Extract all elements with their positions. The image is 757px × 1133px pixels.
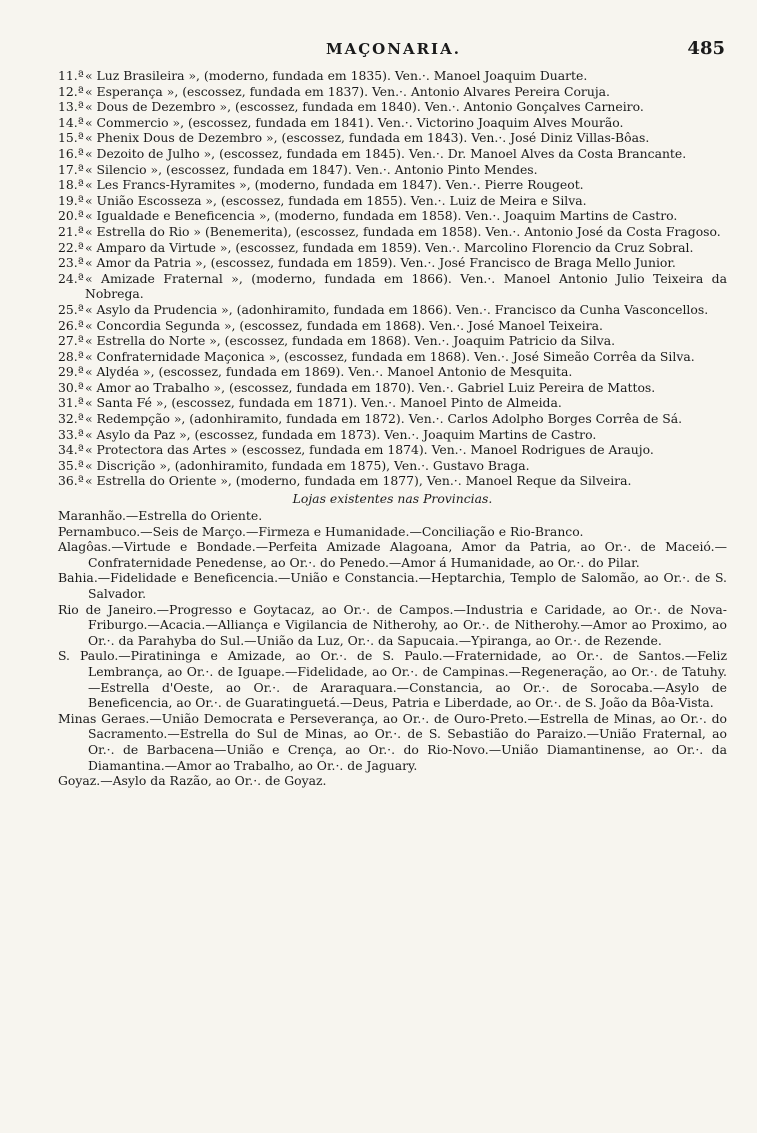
lodge-text: « Silencio », (escossez, fundada em 1847). Ven.·. Antonio Pinto Mendes. [85,161,538,177]
lodge-number: 18.ª [58,177,84,193]
lodge-number: 19.ª [58,192,84,208]
lodge-entry [58,99,727,115]
lodge-number: 13.ª [58,99,84,115]
lodge-number: 17.ª [58,161,84,177]
lodge-number: 33.ª [58,426,84,442]
lodge-entry [58,411,727,427]
lodge-entry [58,473,727,489]
lodge-number: 12.ª [58,83,84,99]
lodge-entry [58,162,727,178]
lodge-entry [58,442,727,458]
lodge-entry [58,115,727,131]
lodge-entry [58,146,727,162]
province-entry: Bahia.—Fidelidade e Beneficencia.—União e Constancia.—Heptarchia, Templo de Salomão, ao Or.·. de S. Salvador. [58,570,727,601]
lodge-text: « Luz Brasileira », (moderno, fundada em 1835). Ven.·. Manoel Joaquim Duarte. [85,68,588,83]
lodge-number: 32.ª [58,411,84,427]
lodge-entry [58,302,727,318]
lodge-text: « Phenix Dous de Dezembro », (escossez, fundada em 1843). Ven.·. José Diniz Villas-Bôas. [85,130,650,146]
lodge-entry [58,333,727,349]
lodge-entry [58,380,727,396]
lodge-text: « Discrição », (adonhiramito, fundada em 1875), Ven.·. Gustavo Braga. [85,457,530,473]
lodge-entry [58,271,727,302]
lodge-text: « Santa Fé », (escossez, fundada em 1871). Ven.·. Manoel Pinto de Almeida. [85,395,562,411]
lodge-text: « Les Francs-Hyramites », (moderno, fundada em 1847). Ven.·. Pierre Rougeot. [85,177,584,193]
lodge-number: 30.ª [58,379,84,395]
lodge-text: « Dezoito de Julho », (escossez, fundada em 1845). Ven.·. Dr. Manoel Alves da Costa Brancante. [85,145,687,161]
lodge-text: « Asylo da Paz », (escossez, fundada em 1873). Ven.·. Joaquim Martins de Castro. [85,426,597,442]
lodge-entry [58,395,727,411]
lodge-number: 15.ª [58,130,84,146]
lodge-entry [58,130,727,146]
lodge-number: 23.ª [58,255,84,271]
lodge-number: 36.ª [58,473,84,489]
lodge-text: « Protectora das Artes » (escossez, fundada em 1874). Ven.·. Manoel Rodrigues de Araujo. [85,442,654,458]
lodge-entry [58,255,727,271]
lodge-entry [58,193,727,209]
lodge-number: 11.ª [58,68,84,83]
lodge-entry [58,318,727,334]
province-entry: Alagôas.—Virtude e Bondade.—Perfeita Amizade Alagoana, Amor da Patria, ao Or.·. de Maceió.—Confraternidade Penedense, ao Or.·. do Penedo.—Amor á Humanidade, ao Or.·. do Pilar. [58,539,727,570]
lodge-entry [58,349,727,365]
lodge-number: 34.ª [58,442,84,458]
lodge-entry [58,68,727,84]
province-entry: Maranhão.—Estrella do Oriente. [58,508,263,524]
lodge-entry [58,364,727,380]
lodge-text: « Amizade Fraternal », (moderno, fundada em 1866). Ven.·. Manoel Antonio Julio Teixeira da Nobrega. [85,270,727,302]
lodge-number: 27.ª [58,333,84,349]
lodge-text: « Asylo da Prudencia », (adonhiramito, fundada em 1866). Ven.·. Francisco da Cunha Vasconcellos. [85,301,709,317]
province-entry: Goyaz.—Asylo da Razão, ao Or.·. de Goyaz. [58,773,327,789]
page-header [58,40,727,68]
lodge-number: 25.ª [58,301,84,317]
lodge-number: 35.ª [58,457,84,473]
province-entry: Minas Geraes.—União Democrata e Perseverança, ao Or.·. de Ouro-Preto.—Estrella de Minas, ao Or.·. do Sacramento.—Estrella do Sul de Minas, ao Or.·. de S. Sebastião do Paraizo.—União Fraternal, ao Or.·. de Barbacena—União e Crença, ao Or.·. do Rio-Novo.—União Diamantinense, ao Or.·. da Diamantina.—Amor ao Trabalho, ao Or.·. de Jaguary. [58,710,727,773]
lodge-text: « União Escosseza », (escossez, fundada em 1855). Ven.·. Luiz de Meira e Silva. [85,192,587,208]
lodge-list [58,68,727,489]
lodge-text: « Amor ao Trabalho », (escossez, fundada em 1870). Ven.·. Gabriel Luiz Pereira de Mattos. [85,379,656,395]
lodge-text: « Amor da Patria », (escossez, fundada em 1859). Ven.·. José Francisco de Braga Mello Junior. [85,255,676,271]
lodge-text: « Esperança », (escossez, fundada em 1837). Ven.·. Antonio Alvares Pereira Coruja. [85,83,610,99]
lodge-entry [58,458,727,474]
lodge-number: 29.ª [58,364,84,380]
lodge-number: 20.ª [58,208,84,224]
lodge-number: 24.ª [58,270,84,286]
lodge-text: « Estrella do Norte », (escossez, fundada em 1868). Ven.·. Joaquim Patricio da Silva. [85,333,616,349]
running-title: MAÇONARIA. [326,40,461,58]
lodge-text: « Igualdade e Beneficencia », (moderno, fundada em 1858). Ven.·. Joaquim Martins de Castro. [85,208,678,224]
lodge-text: « Confraternidade Maçonica », (escossez, fundada em 1868). Ven.·. José Simeão Corrêa da Silva. [85,348,695,364]
lodge-entry [58,84,727,100]
lodge-entry [58,208,727,224]
province-entry: Pernambuco.—Seis de Março.—Firmeza e Humanidade.—Conciliação e Rio-Branco. [58,523,584,539]
lodge-entry [58,177,727,193]
lodge-number: 21.ª [58,223,84,239]
lodge-text: « Estrella do Rio » (Benemerita), (escossez, fundada em 1858). Ven.·. Antonio José da Costa Fragoso. [85,223,721,239]
lodge-number: 26.ª [58,317,84,333]
lodge-text: « Commercio », (escossez, fundada em 1841). Ven.·. Victorino Joaquim Alves Mourão. [85,114,624,130]
lodge-text: « Estrella do Oriente », (moderno, fundada em 1877), Ven.·. Manoel Reque da Silveira. [85,473,632,489]
province-entry: S. Paulo.—Piratininga e Amizade, ao Or.·. de S. Paulo.—Fraternidade, ao Or.·. de Santos.—Feliz Lembrança, ao Or.·. de Iguape.—Fidelidade, ao Or.·. de Campinas.—Regeneração, ao Or.·. de Tatuhy.—Estrella d'Oeste, ao Or.·. de Araraquara.—Constancia, ao Or.·. de Sorocaba.—Asylo de Beneficencia, ao Or.·. de Guaratinguetá.—Deus, Patria e Liberdade, ao Or.·. de S. João da Bôa-Vista. [58,648,727,711]
provinces-heading: Lojas existentes nas Provincias. [292,491,493,507]
lodge-number: 31.ª [58,395,84,411]
lodge-text: « Alydéa », (escossez, fundada em 1869). Ven.·. Manoel Antonio de Mesquita. [85,364,573,380]
lodge-number: 28.ª [58,348,84,364]
lodge-text: « Amparo da Virtude », (escossez, fundada em 1859). Ven.·. Marcolino Florencio da Cruz Sobral. [85,239,694,255]
lodge-number: 16.ª [58,145,84,161]
lodge-text: « Redempção », (adonhiramito, fundada em 1872). Ven.·. Carlos Adolpho Borges Corrêa de Sá. [85,411,683,427]
lodge-text: « Concordia Segunda », (escossez, fundada em 1868). Ven.·. José Manoel Teixeira. [85,317,603,333]
lodge-entry [58,240,727,256]
lodge-number: 22.ª [58,239,84,255]
lodge-text: « Dous de Dezembro », (escossez, fundada em 1840). Ven.·. Antonio Gonçalves Carneiro. [85,99,644,115]
province-entry: Rio de Janeiro.—Progresso e Goytacaz, ao Or.·. de Campos.—Industria e Caridade, ao Or.·. de Nova-Friburgo.—Acacia.—Alliança e Vigilancia de Nitherohy, ao Or.·. de Nitherohy.—Amor ao Proximo, ao Or.·. da Parahyba do Sul.—União da Luz, Or.·. da Sapucaia.—Ypiranga, ao Or.·. de Rezende. [58,601,727,648]
lodge-number: 14.ª [58,114,84,130]
provinces-list [58,508,727,789]
lodge-entry [58,427,727,443]
page-number: 485 [687,38,725,59]
lodge-entry [58,224,727,240]
